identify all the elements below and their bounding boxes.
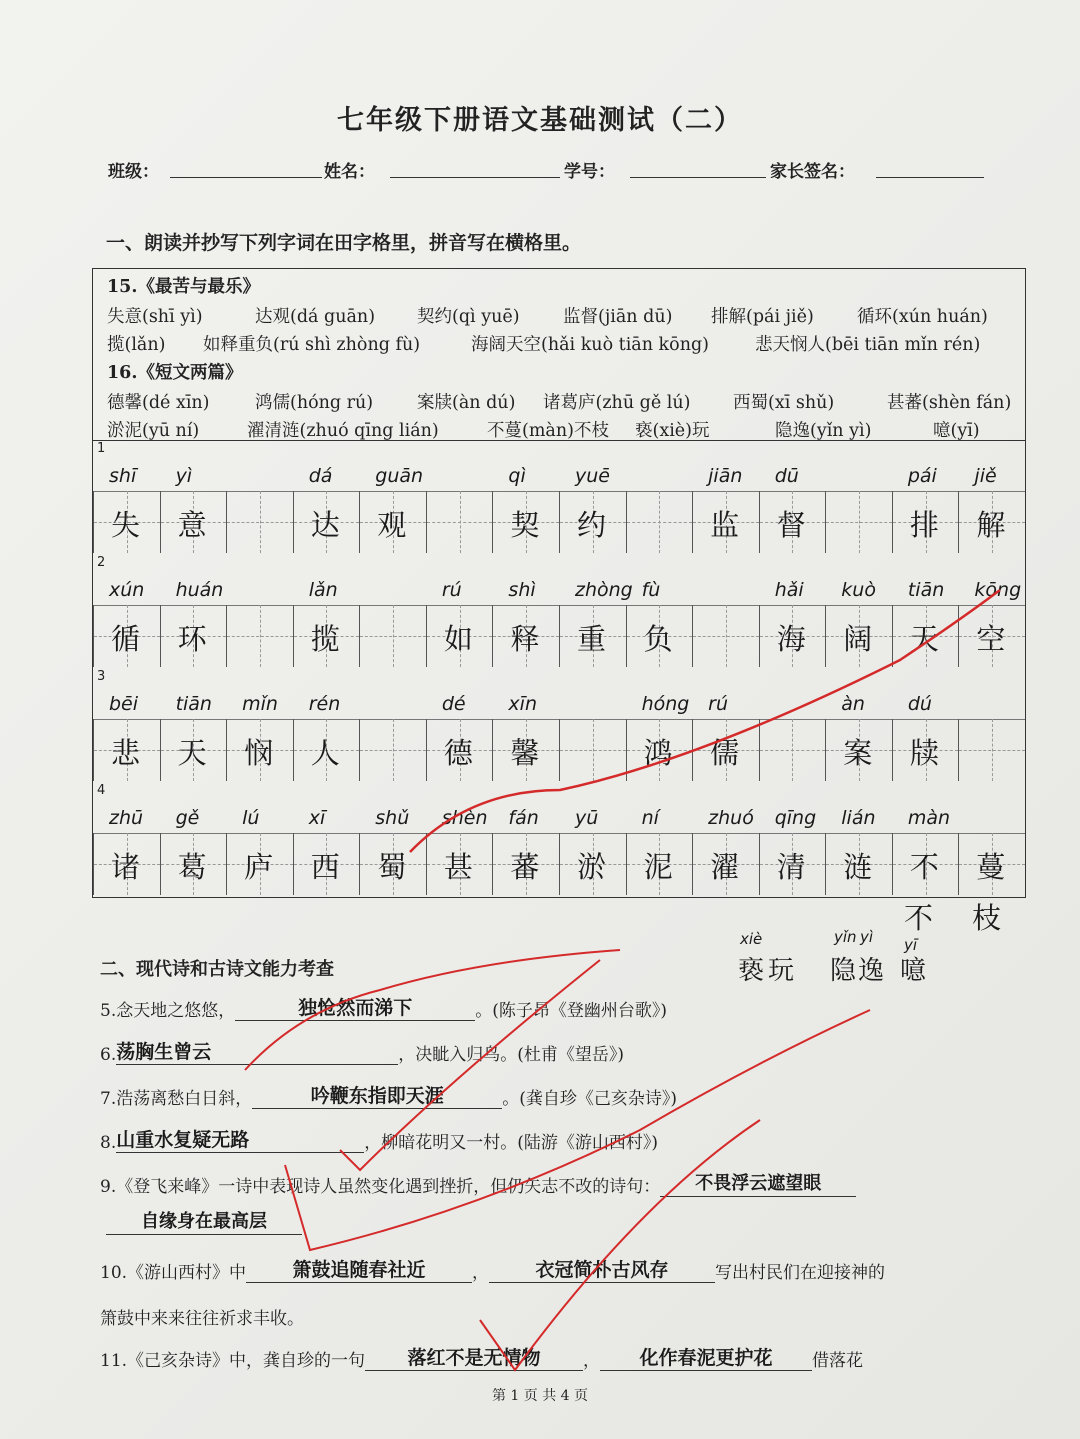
answer-6[interactable]: 荡胸生曾云	[116, 1040, 398, 1065]
handwritten-char: 失	[111, 508, 141, 542]
lesson16-title: 16.《短文两篇》	[107, 363, 243, 383]
question-8: 8.山重水复疑无路 ，柳暗花明又一村。(陆游《游山西村》)	[100, 1129, 658, 1153]
handwritten-char: 儒	[710, 736, 740, 770]
check-mark	[480, 1120, 760, 1370]
handwritten-pinyin: yū	[575, 807, 599, 829]
handwritten-char: 涟	[843, 850, 873, 884]
handwritten-char: 蜀	[377, 850, 407, 884]
handwritten-pinyin: jiě	[974, 465, 997, 487]
row-number: 4	[97, 783, 106, 798]
handwritten-char: 契	[510, 508, 540, 542]
page-footer: 第 1 页 共 4 页	[491, 1388, 589, 1404]
handwritten-pinyin: kuò	[841, 579, 876, 601]
handwritten-pinyin: rú	[708, 693, 728, 715]
overflow-char: 枝	[972, 901, 1002, 935]
handwritten-pinyin: shèn	[441, 807, 488, 829]
answer-9b[interactable]: 自缘身在最高层	[106, 1210, 302, 1235]
overflow-char: 亵	[738, 956, 765, 986]
id-label: 学号：	[564, 162, 615, 182]
row-number: 1	[97, 441, 106, 456]
handwritten-char: 负	[643, 622, 673, 656]
answer-11b[interactable]: 化作春泥更护花	[600, 1346, 812, 1371]
answer-5[interactable]: 独怆然而涕下	[235, 996, 475, 1021]
question-9: 9.《登飞来峰》一诗中表现诗人虽然变化遇到挫折，但仍矢志不改的诗句： 不畏浮云遮望眼	[100, 1172, 856, 1197]
handwritten-pinyin: huán	[175, 579, 224, 601]
handwritten-pinyin: qì	[508, 465, 526, 487]
answer-7[interactable]: 吟鞭东指即天涯	[252, 1084, 502, 1109]
handwritten-char: 重	[577, 622, 607, 656]
page-title: 七年级下册语文基础测试（二）	[337, 105, 743, 136]
handwritten-char: 清	[776, 850, 806, 884]
handwritten-pinyin: tiān	[175, 693, 212, 715]
handwritten-pinyin: xīn	[508, 693, 537, 715]
handwritten-char: 鸿	[643, 736, 673, 770]
handwritten-char: 释	[510, 622, 540, 656]
answer-10a[interactable]: 箫鼓追随春社近	[246, 1258, 472, 1283]
handwritten-char: 甚	[443, 850, 473, 884]
answer-11a[interactable]: 落红不是无情物	[365, 1346, 583, 1371]
handwritten-char: 观	[377, 508, 407, 542]
handwritten-pinyin: gě	[175, 807, 200, 829]
section2-heading: 二、现代诗和古诗文能力考查	[100, 959, 334, 980]
handwritten-pinyin: bēi	[109, 693, 139, 715]
overflow-char: 玩	[768, 956, 795, 986]
handwritten-char: 诸	[111, 850, 141, 884]
row-number: 2	[97, 555, 106, 570]
overflow-pinyin: xiè	[740, 930, 763, 948]
handwritten-char: 西	[310, 850, 340, 884]
check-mark	[340, 960, 600, 1170]
handwritten-char: 天	[177, 736, 207, 770]
handwritten-char: 不	[909, 850, 939, 884]
name-label: 姓名：	[324, 162, 375, 182]
handwritten-char: 案	[843, 736, 873, 770]
handwritten-char: 阔	[843, 622, 873, 656]
handwritten-char: 德	[443, 736, 473, 770]
handwritten-char: 空	[976, 622, 1006, 656]
handwritten-pinyin: zhòng	[575, 579, 633, 601]
handwritten-char: 督	[776, 508, 806, 542]
handwritten-pinyin: fán	[508, 807, 539, 829]
handwritten-char: 环	[177, 622, 207, 656]
handwritten-pinyin: shì	[508, 579, 536, 601]
handwritten-pinyin: xī	[308, 807, 326, 829]
row-number: 3	[97, 669, 106, 684]
handwritten-pinyin: rén	[308, 693, 341, 715]
class-label: 班级：	[108, 162, 159, 182]
handwritten-pinyin: hǎi	[774, 579, 804, 601]
handwritten-pinyin: fù	[641, 579, 661, 601]
handwritten-pinyin: guān	[375, 465, 424, 487]
handwritten-char: 约	[577, 508, 607, 542]
handwritten-pinyin: shī	[109, 465, 137, 487]
handwritten-pinyin: àn	[841, 693, 865, 715]
handwritten-pinyin: hóng	[641, 693, 690, 715]
handwritten-pinyin: lǎn	[308, 579, 338, 601]
handwritten-char: 天	[909, 622, 939, 656]
check-mark	[245, 950, 620, 1070]
handwritten-pinyin: ní	[641, 807, 659, 829]
handwritten-char: 濯	[710, 850, 740, 884]
handwritten-pinyin: rú	[441, 579, 462, 601]
overflow-char: 隐	[830, 956, 857, 986]
handwritten-pinyin: dú	[907, 693, 932, 715]
lesson15-title: 15.《最苦与最乐》	[107, 277, 260, 297]
handwritten-pinyin: dū	[774, 465, 799, 487]
check-mark	[410, 590, 1000, 852]
handwritten-char: 循	[111, 622, 141, 656]
handwritten-char: 蕃	[510, 850, 540, 884]
handwritten-char: 人	[310, 736, 340, 770]
question-6: 6.荡胸生曾云 ，决眦入归鸟。(杜甫《望岳》)	[100, 1041, 624, 1065]
handwritten-pinyin: dá	[308, 465, 333, 487]
handwritten-char: 庐	[244, 850, 274, 884]
handwritten-pinyin: zhū	[109, 807, 144, 829]
handwritten-pinyin: yì	[175, 465, 193, 487]
vocab-box: 15.《最苦与最乐》 失意(shī yì) 达观(dá guān) 契约(qì yuē) 监督(jiān dū) 排解(pái jiě) 循环(xún huán) 揽(lǎn) 如释重负(rú shì zhòng fù) 海阔天空(hǎi kuò tiān kōng) 悲天悯人(bēi tiān mǐn rén) 16.《短文两篇》 德馨(dé xīn) 鸿儒(hóng rú) 案牍(àn dú) 诸葛庐(zhū gě lú) 西蜀(xī shǔ) 甚蕃(shèn fán) 淤泥(yū ní) 濯清涟(zhuó qīng lián) 不蔓(màn)不枝 亵(xiè)玩 隐逸(yǐn yì) 噫(yī)	[92, 268, 1026, 441]
handwritten-pinyin: kōng	[974, 579, 1022, 601]
question-5: 5.念天地之悠悠， 独怆然而涕下 。(陈子昂《登幽州台歌》)	[100, 997, 667, 1021]
handwritten-char: 蔓	[976, 850, 1006, 884]
answer-9a[interactable]: 不畏浮云遮望眼	[660, 1172, 856, 1197]
overflow-char: 逸	[858, 956, 885, 986]
parent-label: 家长签名：	[770, 162, 855, 182]
question-10-line2: 箫鼓中来来往往祈求丰收。	[100, 1309, 304, 1329]
question-7: 7.浩荡离愁白日斜， 吟鞭东指即天涯 。(龚自珍《己亥杂诗》)	[100, 1085, 677, 1109]
answer-10b[interactable]: 衣冠简朴古风存	[489, 1258, 715, 1283]
handwritten-char: 葛	[177, 850, 207, 884]
handwritten-char: 揽	[310, 622, 340, 656]
handwritten-pinyin: lián	[841, 807, 876, 829]
check-mark	[285, 1010, 870, 1250]
handwritten-pinyin: mǐn	[242, 693, 278, 715]
handwritten-char: 牍	[909, 736, 939, 770]
answer-8[interactable]: 山重水复疑无路	[116, 1128, 364, 1153]
handwritten-char: 海	[776, 622, 806, 656]
overflow-pinyin: yī	[904, 936, 918, 954]
handwritten-char: 解	[976, 508, 1006, 542]
overflow-char: 噫	[900, 956, 927, 986]
section1-heading: 一、朗读并抄写下列字词在田字格里，拼音写在横格里。	[106, 232, 582, 254]
handwritten-char: 达	[310, 508, 340, 542]
handwritten-char: 意	[177, 508, 207, 542]
overflow-char: 不	[904, 901, 934, 935]
handwritten-pinyin: jiān	[708, 465, 743, 487]
handwritten-pinyin: qīng	[774, 807, 817, 829]
overflow-pinyin: yǐn	[834, 928, 857, 946]
overflow-pinyin: yì	[860, 928, 874, 946]
handwritten-char: 馨	[510, 736, 540, 770]
handwritten-char: 监	[710, 508, 740, 542]
question-11: 11.《己亥杂诗》中，龚自珍的一句 落红不是无情物 ， 化作春泥更护花 借落花	[100, 1347, 864, 1371]
handwritten-char: 如	[443, 622, 473, 656]
handwritten-pinyin: shǔ	[375, 807, 410, 829]
handwritten-char: 排	[909, 508, 939, 542]
handwritten-char: 悲	[111, 736, 141, 770]
handwritten-char: 悯	[244, 736, 274, 770]
handwritten-pinyin: pái	[907, 465, 937, 487]
handwritten-pinyin: tiān	[907, 579, 945, 601]
handwritten-pinyin: dé	[441, 693, 466, 715]
handwritten-char: 泥	[643, 850, 673, 884]
handwritten-pinyin: zhuó	[708, 807, 754, 829]
handwritten-pinyin: xún	[109, 579, 145, 601]
question-10: 10.《游山西村》中 箫鼓追随春社近 ， 衣冠简朴古风存 写出村民们在迎接神的	[100, 1259, 886, 1283]
handwritten-pinyin: yuē	[575, 465, 610, 487]
handwritten-pinyin: lú	[242, 807, 260, 829]
handwritten-pinyin: màn	[907, 807, 951, 829]
handwritten-char: 淤	[577, 850, 607, 884]
